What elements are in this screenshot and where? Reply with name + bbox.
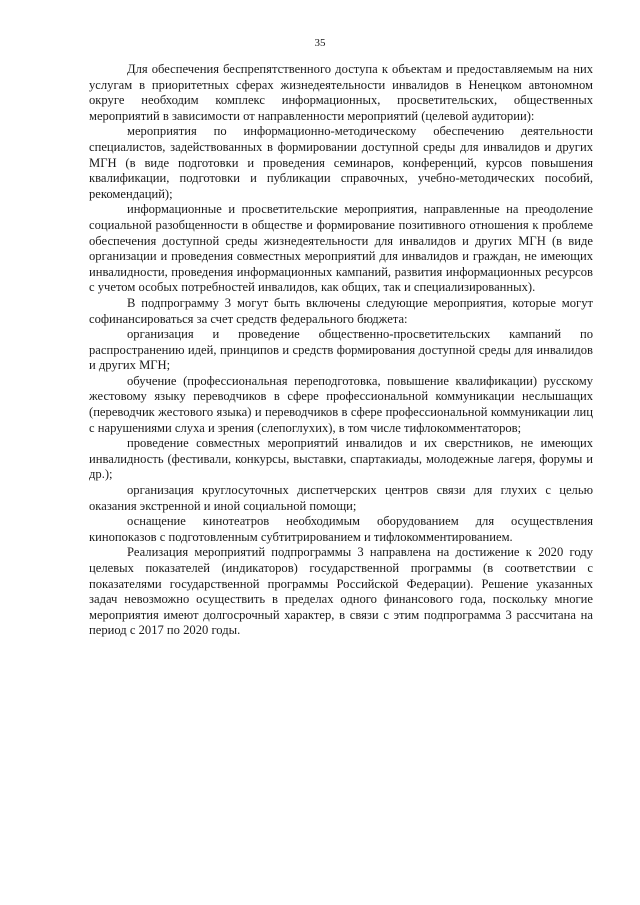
paragraph-intro: Для обеспечения беспрепятственного доступа к объектам и предоставляемым на них услугам в приоритетных сферах жизнедеятельности инвалидов в Ненецком автономном округе необходим комплекс информационных, просветительских, общественных мероприятий в зависимости от направленности мероприятий (целевой аудитории): (89, 62, 593, 123)
paragraph-subprogram-events: В подпрограмму 3 могут быть включены следующие мероприятия, которые могут софинансироваться за счет средств федерального бюджета: (89, 295, 593, 326)
paragraph-methodical-support: мероприятия по информационно-методическому обеспечению деятельности специалистов, задействованных в формировании доступной среды для инвалидов и других МГН (в виде подготовки и проведения семинаров, конференций, курсов повышения квалификации, подготовки и публикации справочных, учебно-методических пособий, рекомендаций); (89, 124, 593, 201)
paragraph-implementation: Реализация мероприятий подпрограммы 3 направлена на достижение к 2020 году целевых показателей (индикаторов) государственной программы (в соответствии с показателями государственной программы Российской Федерации). Решение указанных задач невозможно осуществить в пределах одного финансового года, поскольку многие мероприятия имеют долгосрочный характер, в связи с этим подпрограмма 3 рассчитана на период с 2017 по 2020 годы. (89, 545, 593, 638)
paragraph-cinema-equipment: оснащение кинотеатров необходимым оборудованием для осуществления кинопоказов с подготовленным субтитрированием и тифлокомментированием. (89, 514, 593, 544)
paragraph-public-campaigns: организация и проведение общественно-просветительских кампаний по распространению идей, принципов и средств формирования доступной среды для инвалидов и других МГН; (89, 327, 593, 373)
paragraph-information-events: информационные и просветительские мероприятия, направленные на преодоление социальной разобщенности в обществе и формирование позитивного отношения к проблеме обеспечения доступной среды жизнедеятельности для инвалидов и других МГН (в виде организации и проведения совместных мероприятий для инвалидов и граждан, не имеющих инвалидности, проведения информационных кампаний, развития информационных ресурсов с учетом особых потребностей инвалидов, как общих, так и специализированных). (89, 202, 593, 295)
paragraph-sign-language-training: обучение (профессиональная переподготовка, повышение квалификации) русскому жестовому языку переводчиков в сфере профессиональной коммуникации неслышащих (переводчик жестового языка) и переводчиков в сфере профессиональной коммуникации лиц с нарушениями слуха и зрения (слепоглухих), в том числе тифлокомментаторов; (89, 373, 593, 435)
paragraph-joint-events: проведение совместных мероприятий инвалидов и их сверстников, не имеющих инвалидность (фестивали, конкурсы, выставки, спартакиады, молодежные лагеря, форумы и др.); (89, 436, 593, 482)
paragraph-dispatch-centers: организация круглосуточных диспетчерских центров связи для глухих с целью оказания экстренной и иной социальной помощи; (89, 483, 593, 513)
page-number: 35 (314, 37, 326, 49)
document-body (89, 62, 593, 639)
